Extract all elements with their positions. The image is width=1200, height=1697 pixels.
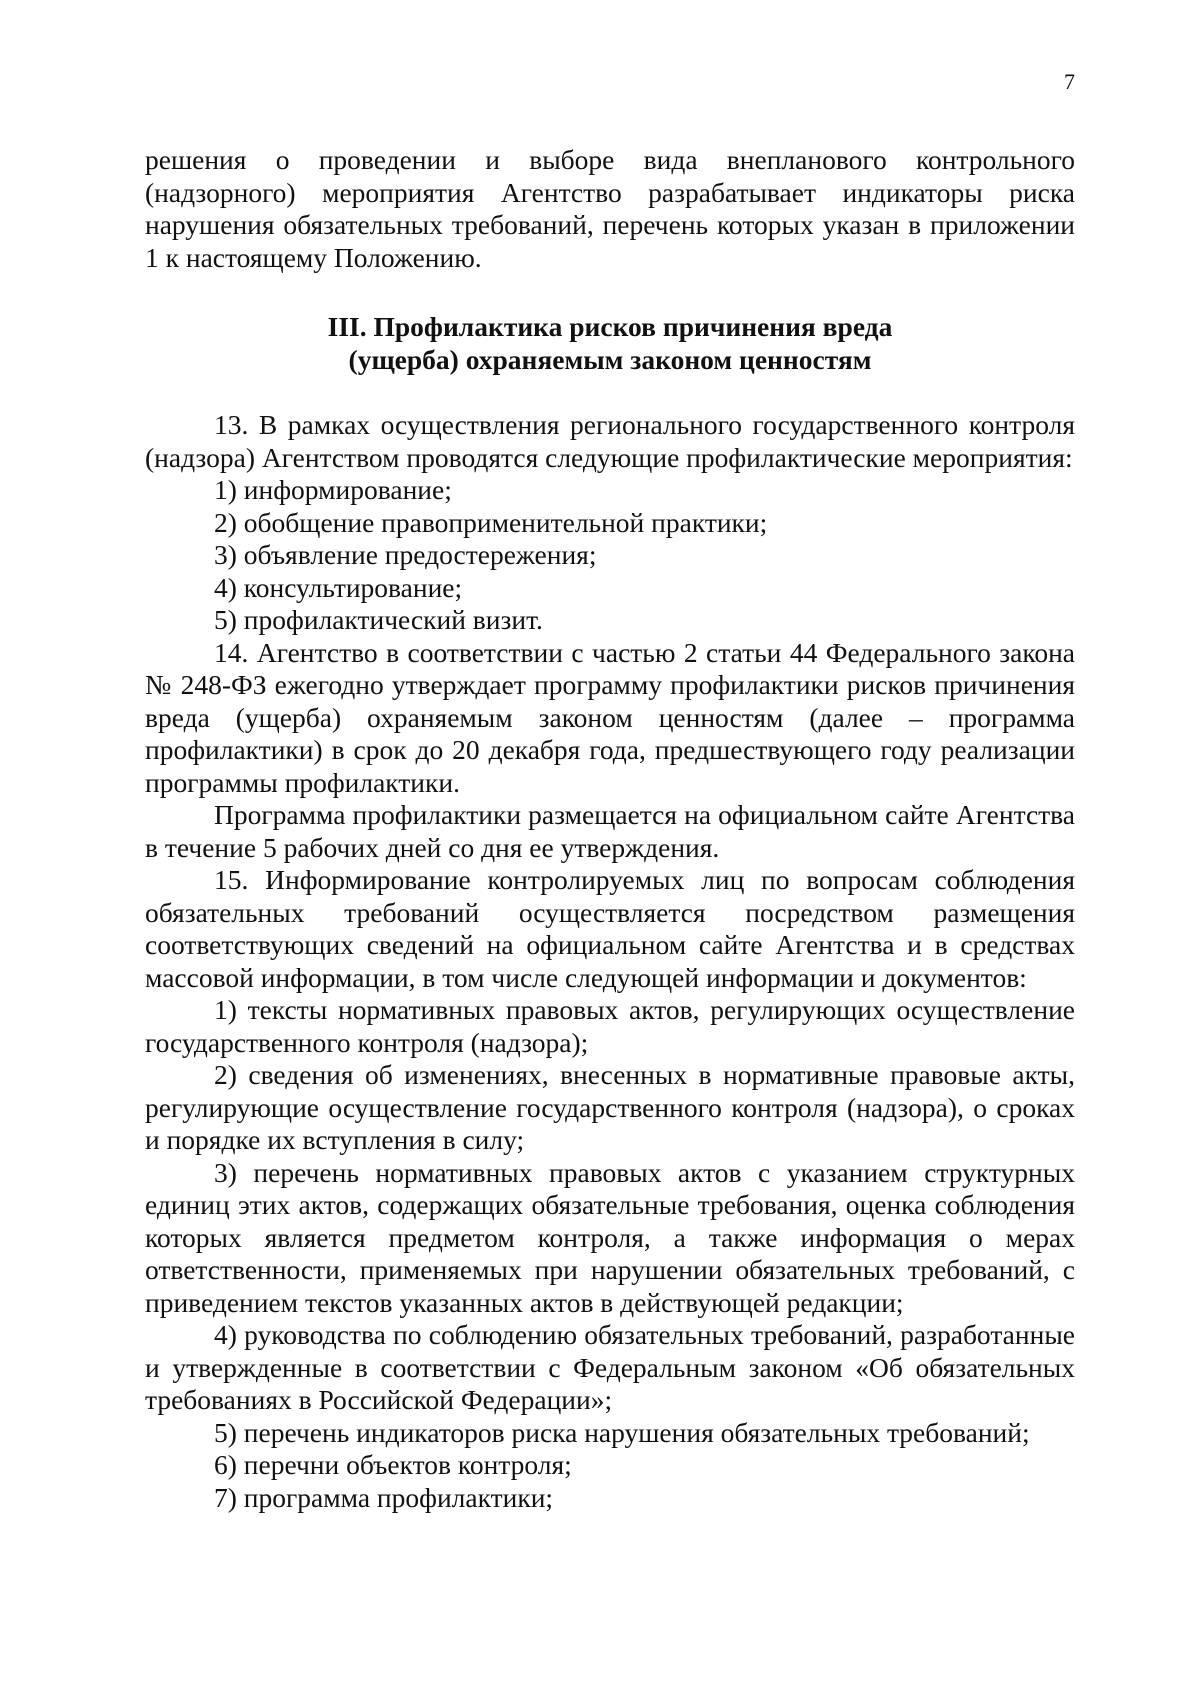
list-item: 4) консультирование; xyxy=(214,571,463,603)
page-number: 7 xyxy=(1064,69,1075,94)
list-item: 1) тексты нормативных правовых актов, регулирующих осуществление государственного контроля (надзора); xyxy=(145,994,1075,1058)
list-item: 2) обобщение правоприменительной практики; xyxy=(214,506,768,538)
list-item: 2) сведения об изменениях, внесенных в нормативные правовые акты, регулирующие осуществление государственного контроля (надзора), о сроках и порядке их вступления в силу; xyxy=(145,1059,1075,1155)
section-heading-line-2: (ущерба) охраняемым законом ценностям xyxy=(348,343,872,375)
page-content xyxy=(145,144,1075,1514)
paragraph-13: 13. В рамках осуществления регионального государственного контроля (надзора) Агентством проводятся следующие профилактические мероприятия: xyxy=(145,409,1075,473)
list-item: 4) руководства по соблюдению обязательных требований, разработанные и утвержденные в соответствии с Федеральным законом «Об обязательных требованиях в Российской Федерации»; xyxy=(145,1319,1075,1415)
list-item: 5) профилактический визит. xyxy=(214,604,543,635)
list-item: 6) перечни объектов контроля; xyxy=(214,1449,572,1480)
list-item: 3) перечень нормативных правовых актов с указанием структурных единиц этих актов, содержащих обязательные требования, оценка соблюдения которых является предметом контроля, а также информация о мерах ответственности, применяемых при нарушении обязательных требований, с приведением текстов указанных актов в действующей редакции; xyxy=(145,1156,1075,1318)
section-heading-line-1: III. Профилактика рисков причинения вреда xyxy=(327,311,893,342)
intro-paragraph: решения о проведении и выборе вида внепланового контрольного (надзорного) мероприятия Агентство разрабатывает индикаторы риска нарушения обязательных требований, перечень которых указан в приложении 1 к настоящему Положению. xyxy=(145,144,1075,273)
paragraph-14-continuation: Программа профилактики размещается на официальном сайте Агентства в течение 5 рабочих дней со дня ее утверждения. xyxy=(145,799,1075,863)
section-heading xyxy=(145,311,1075,376)
list-item: 1) информирование; xyxy=(214,474,452,505)
list-item: 3) объявление предостережения; xyxy=(214,539,597,570)
list-item: 5) перечень индикаторов риска нарушения обязательных требований; xyxy=(214,1416,1030,1448)
paragraph-14: 14. Агентство в соответствии с частью 2 статьи 44 Федерального закона № 248-ФЗ ежегодно утверждает программу профилактики рисков причинения вреда (ущерба) охраняемым законом ценностям (далее – программа профилактики) в срок до 20 декабря года, предшествующего году реализации программы профилактики. xyxy=(145,636,1075,798)
list-item: 7) программа профилактики; xyxy=(214,1481,554,1513)
paragraph-15: 15. Информирование контролируемых лиц по вопросам соблюдения обязательных требований осуществляется посредством размещения соответствующих сведений на официальном сайте Агентства и в средствах массовой информации, в том числе следующей информации и документов: xyxy=(145,864,1075,993)
